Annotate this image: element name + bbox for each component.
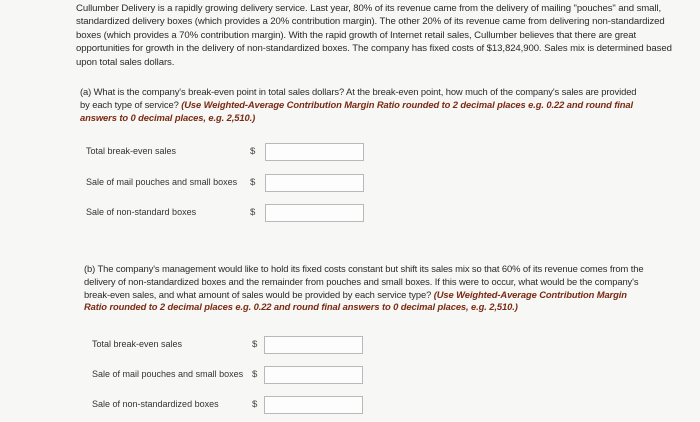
part-a-pouches-label: Sale of mail pouches and small boxes — [86, 177, 238, 187]
part-a-pouches-row — [86, 174, 366, 194]
part-b-nonstandard-row — [92, 396, 366, 416]
currency-symbol: $ — [252, 339, 258, 350]
part-b-nonstandard-input[interactable] — [264, 396, 363, 414]
part-a-hint: (Use Weighted-Average Contribution Margin Ratio rounded to 2 decimal places e.g. 0.22 and round final answers to 0 decimal places, e.g. 2,510.) — [80, 98, 633, 123]
part-b-question — [84, 263, 644, 314]
problem-intro: Cullumber Delivery is a rapidly growing delivery service. Last year, 80% of its revenue came from the delivery of mailing "pouches" and small, standardized delivery boxes (which provides a 20% contribution margin). The other 20% of its revenue came from delivering non-standardized boxes (which provides a 70% contribution margin). With the rapid growth of Internet retail sales, Cullumber believes that there are great opportunities for growth in the delivery of non-standardized boxes. The company has fixed costs of $13,824,900. Sales mix is determined based upon total sales dollars. — [76, 3, 672, 68]
currency-symbol: $ — [250, 146, 256, 157]
part-b-pouches-row — [92, 366, 366, 386]
currency-symbol: $ — [252, 399, 258, 410]
part-a-total-input[interactable] — [265, 143, 364, 161]
part-b-total-row — [92, 336, 366, 356]
part-a-pouches-input[interactable] — [265, 174, 364, 192]
part-b-hint: (Use Weighted-Average Contribution Margin Ratio rounded to 2 decimal places e.g. 0.22 and round final answers to 0 decimal places, e.g. 2,510.) — [84, 288, 627, 313]
part-a-nonstandard-input[interactable] — [265, 204, 364, 222]
currency-symbol: $ — [252, 369, 258, 380]
currency-symbol: $ — [250, 177, 256, 188]
part-b-total-label: Total break-even sales — [92, 339, 183, 349]
part-a-question — [80, 86, 640, 124]
part-b-pouches-label: Sale of mail pouches and small boxes — [92, 369, 244, 379]
part-a-total-row — [86, 143, 366, 163]
part-b-nonstandard-label: Sale of non-standardized boxes — [92, 399, 219, 409]
part-b-total-input[interactable] — [264, 336, 363, 354]
part-a-nonstandard-label: Sale of non-standard boxes — [86, 207, 197, 217]
currency-symbol: $ — [250, 207, 256, 218]
part-a-question-text: (a) What is the company's break-even point in total sales dollars? At the break-even point, how much of the company's sales are provided by each type of service? — [80, 86, 637, 110]
part-a-nonstandard-row — [86, 204, 366, 224]
part-b-question-text: (b) The company's management would like to hold its fixed costs constant but shift its sales mix so that 60% of its revenue comes from the delivery of non-standardized boxes and the remainder from pouches and small boxes. If this were to occur, what would be the company's break-even sales, and what amount of sales would be provided by each service type? — [84, 263, 644, 300]
part-a-total-label: Total break-even sales — [86, 146, 177, 156]
part-b-pouches-input[interactable] — [264, 366, 363, 384]
